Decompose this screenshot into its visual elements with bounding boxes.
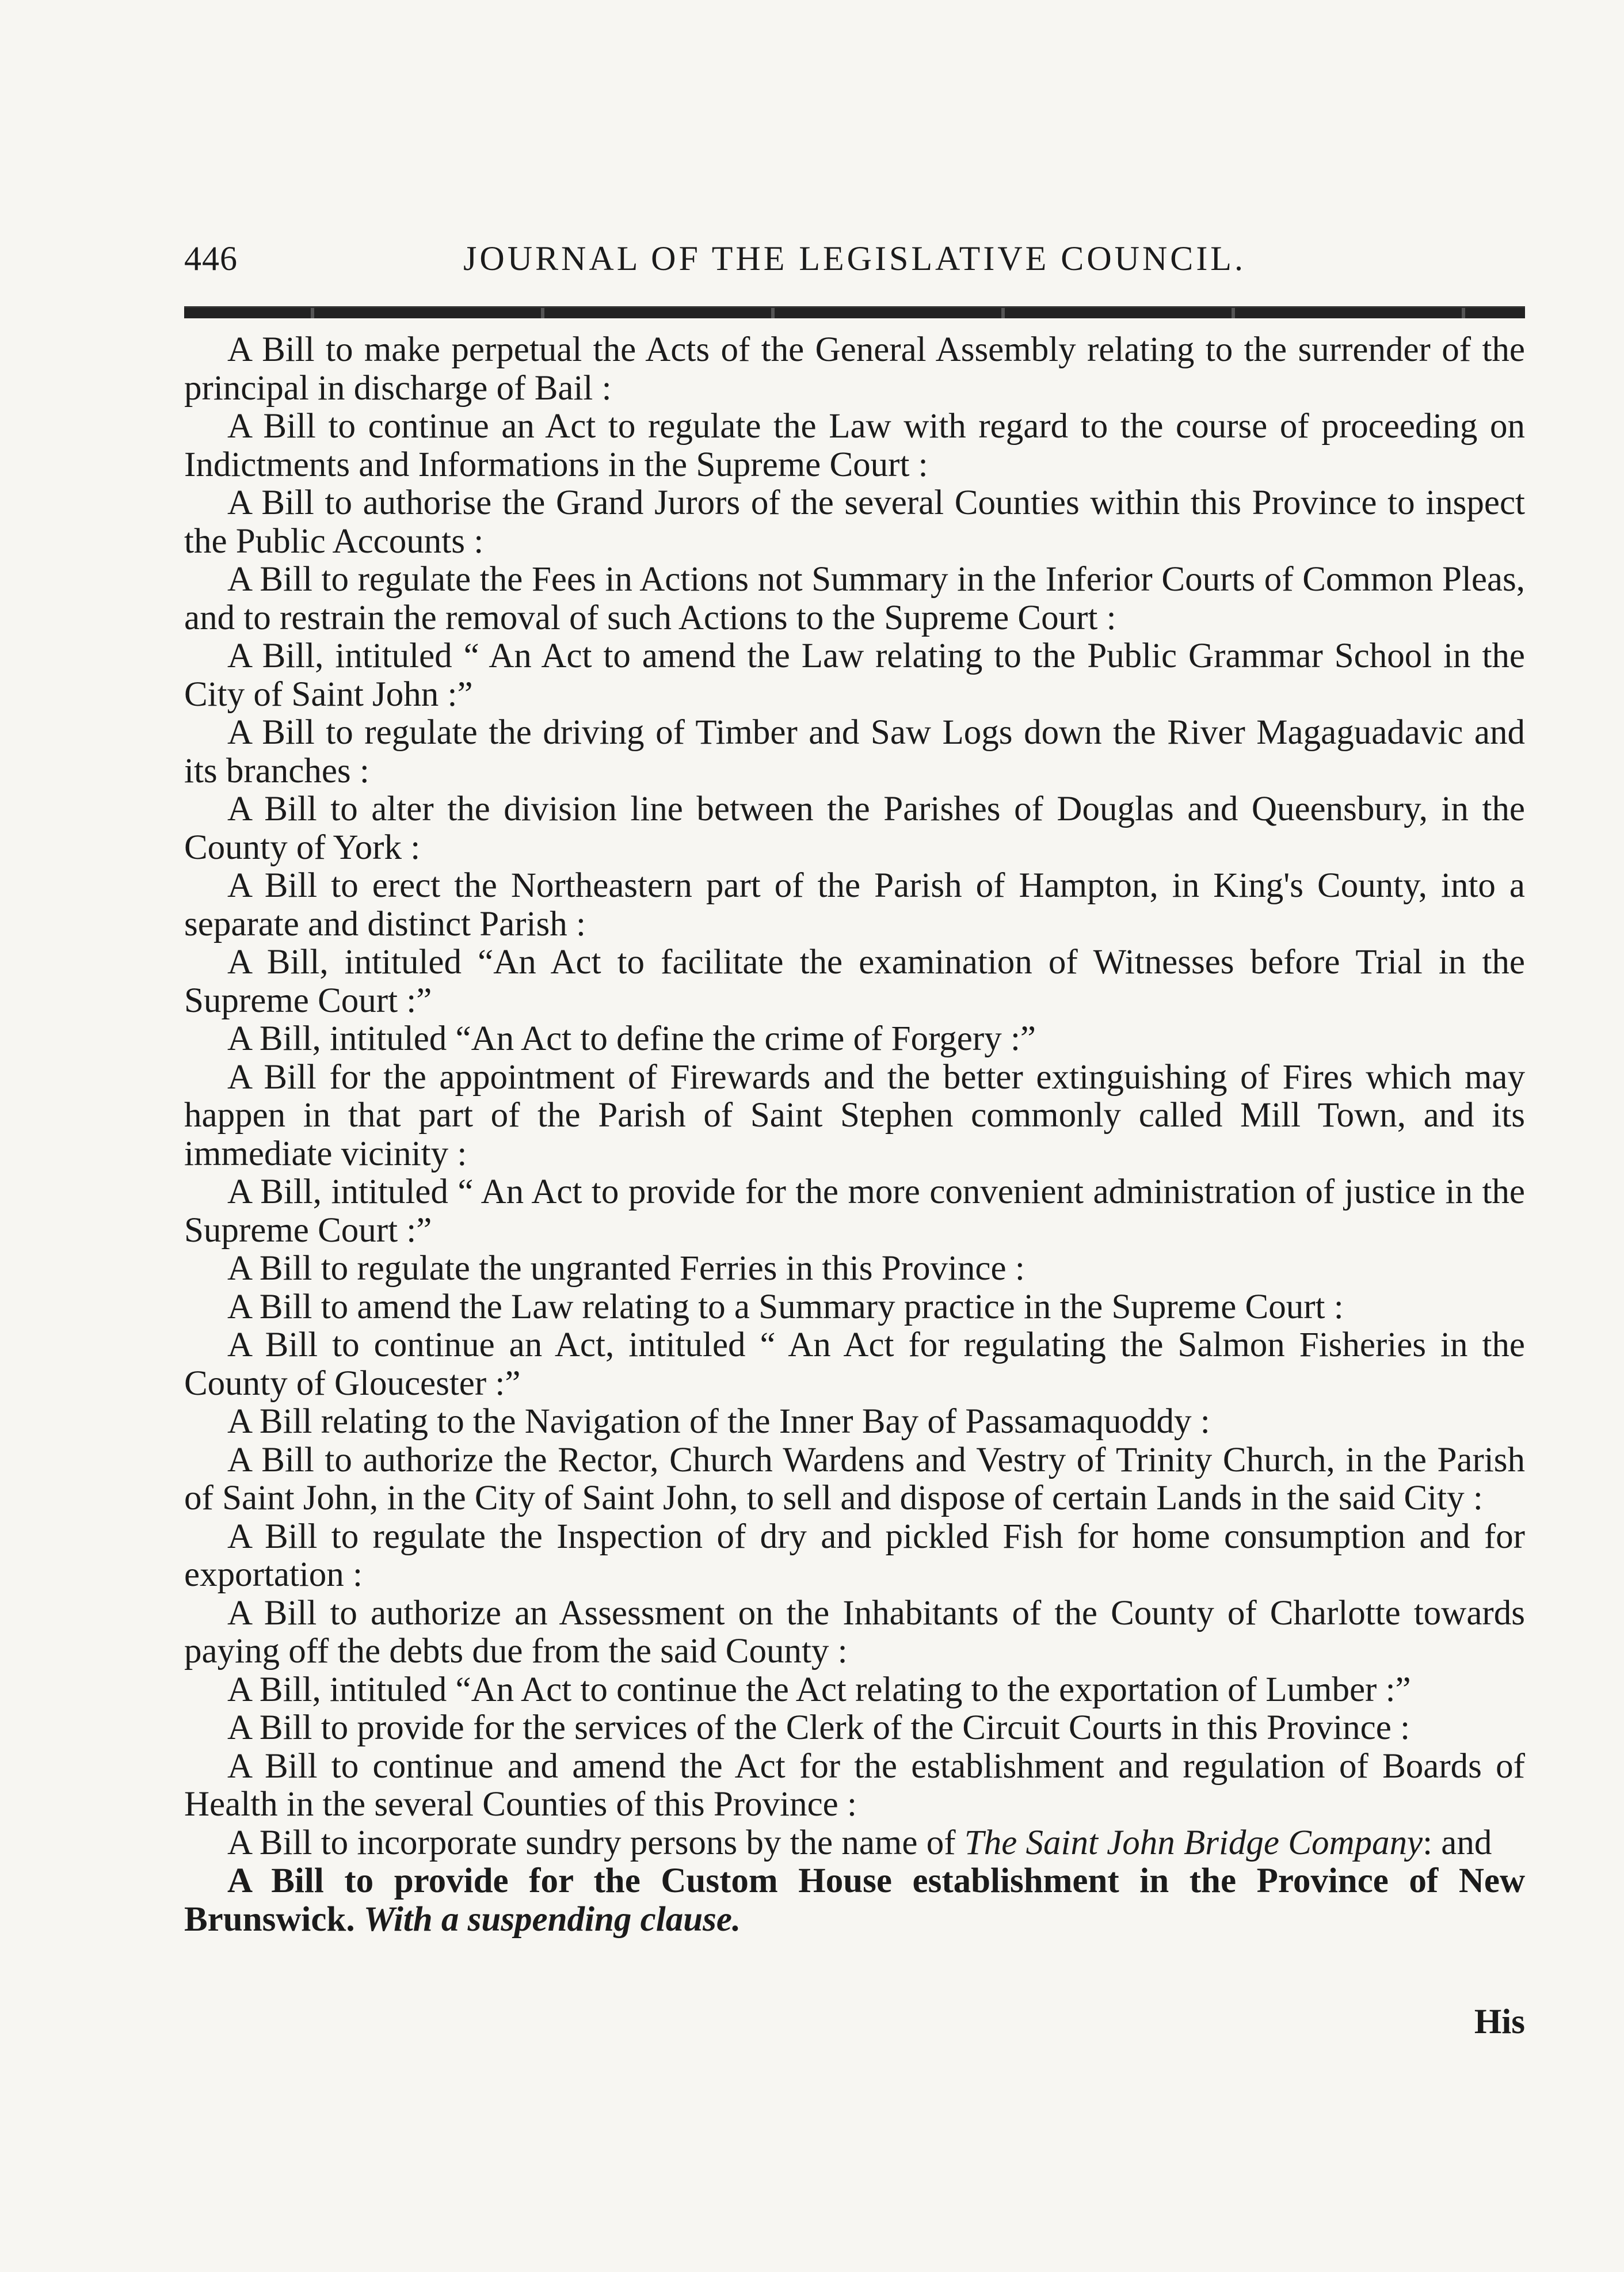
bill-entry: A Bill to provide for the services of the Clerk of the Circuit Courts in this Province : — [227, 1708, 1410, 1747]
catchword: His — [1474, 2003, 1525, 2041]
bill-entry: A Bill, intituled “An Act to define the crime of Forgery :” — [227, 1019, 1036, 1058]
suspending-clause: With a suspending clause. — [363, 1900, 741, 1939]
bill-entry: A Bill, intituled “ An Act to provide for the more convenient administration of justice in the Supreme Court :” — [184, 1173, 1525, 1250]
bill-entry: A Bill to regulate the ungranted Ferries in this Province : — [227, 1249, 1025, 1288]
bill-entry: A Bill to continue an Act to regulate the Law with regard to the course of proceeding on Indictments and Informations in the Supreme Court : — [184, 407, 1525, 484]
bill-entry: A Bill, intituled “An Act to continue the Act relating to the exportation of Lumber :” — [227, 1670, 1411, 1709]
bill-text: : and — [1423, 1823, 1492, 1862]
bill-entry: A Bill to regulate the driving of Timber and Saw Logs down the River Magaguadavic and its branches : — [184, 713, 1525, 790]
bill-entry: A Bill relating to the Navigation of the Inner Bay of Passamaquoddy : — [227, 1402, 1210, 1441]
bill-entry: A Bill, intituled “An Act to facilitate the examination of Witnesses before Trial in the Supreme Court :” — [184, 943, 1525, 1020]
bill-text: A Bill to provide for the Custom House establishment in the Province of New Brunswick. — [184, 1862, 1525, 1939]
bill-entry: A Bill to authorise the Grand Jurors of the several Counties within this Province to inspect the Public Accounts : — [184, 484, 1525, 561]
company-name: The Saint John Bridge Company — [964, 1823, 1423, 1862]
bill-entry: A Bill to erect the Northeastern part of the Parish of Hampton, in King's County, into a separate and distinct Parish : — [184, 866, 1525, 943]
bill-text: A Bill to incorporate sundry persons by the name of — [227, 1823, 965, 1862]
bill-entry: A Bill to continue and amend the Act for the establishment and regulation of Boards of Health in the several Counties of this Province : — [184, 1746, 1525, 1824]
bill-entry: A Bill to continue an Act, intituled “ An Act for regulating the Salmon Fisheries in the County of Gloucester :” — [184, 1326, 1525, 1403]
bill-list — [184, 331, 1525, 1939]
bill-entry: A Bill to regulate the Fees in Actions not Summary in the Inferior Courts of Common Pleas, and to restrain the removal of such Actions to the Supreme Court : — [184, 560, 1525, 637]
bill-entry: A Bill to authorize the Rector, Church Wardens and Vestry of Trinity Church, in the Parish of Saint John, in the City of Saint John, to sell and dispose of certain Lands in the said City : — [184, 1440, 1525, 1517]
bill-entry-custom-house — [184, 1862, 1525, 1939]
running-title: JOURNAL OF THE LEGISLATIVE COUNCIL. — [463, 239, 1246, 277]
bill-entry-bridge-company — [184, 1824, 1525, 1863]
bill-entry: A Bill to amend the Law relating to a Summary practice in the Supreme Court : — [227, 1287, 1344, 1326]
bill-entry: A Bill, intituled “ An Act to amend the Law relating to the Public Grammar School in the City of Saint John :” — [184, 637, 1525, 714]
bill-entry: A Bill to make perpetual the Acts of the General Assembly relating to the surrender of the principal in discharge of Bail : — [184, 330, 1525, 408]
bill-entry: A Bill for the appointment of Firewards and the better extinguishing of Fires which may happen in that part of the Parish of Saint Stephen commonly called Mill Town, and its immediate vicinity : — [184, 1057, 1525, 1173]
page-header — [184, 239, 1525, 285]
bill-entry: A Bill to alter the division line between the Parishes of Douglas and Queensbury, in the County of York : — [184, 790, 1525, 867]
header-rule — [184, 306, 1525, 318]
bill-entry: A Bill to regulate the Inspection of dry and pickled Fish for home consumption and for exportation : — [184, 1517, 1525, 1594]
page-number: 446 — [184, 239, 238, 277]
bill-entry: A Bill to authorize an Assessment on the Inhabitants of the County of Charlotte towards paying off the debts due from the said County : — [184, 1593, 1525, 1670]
